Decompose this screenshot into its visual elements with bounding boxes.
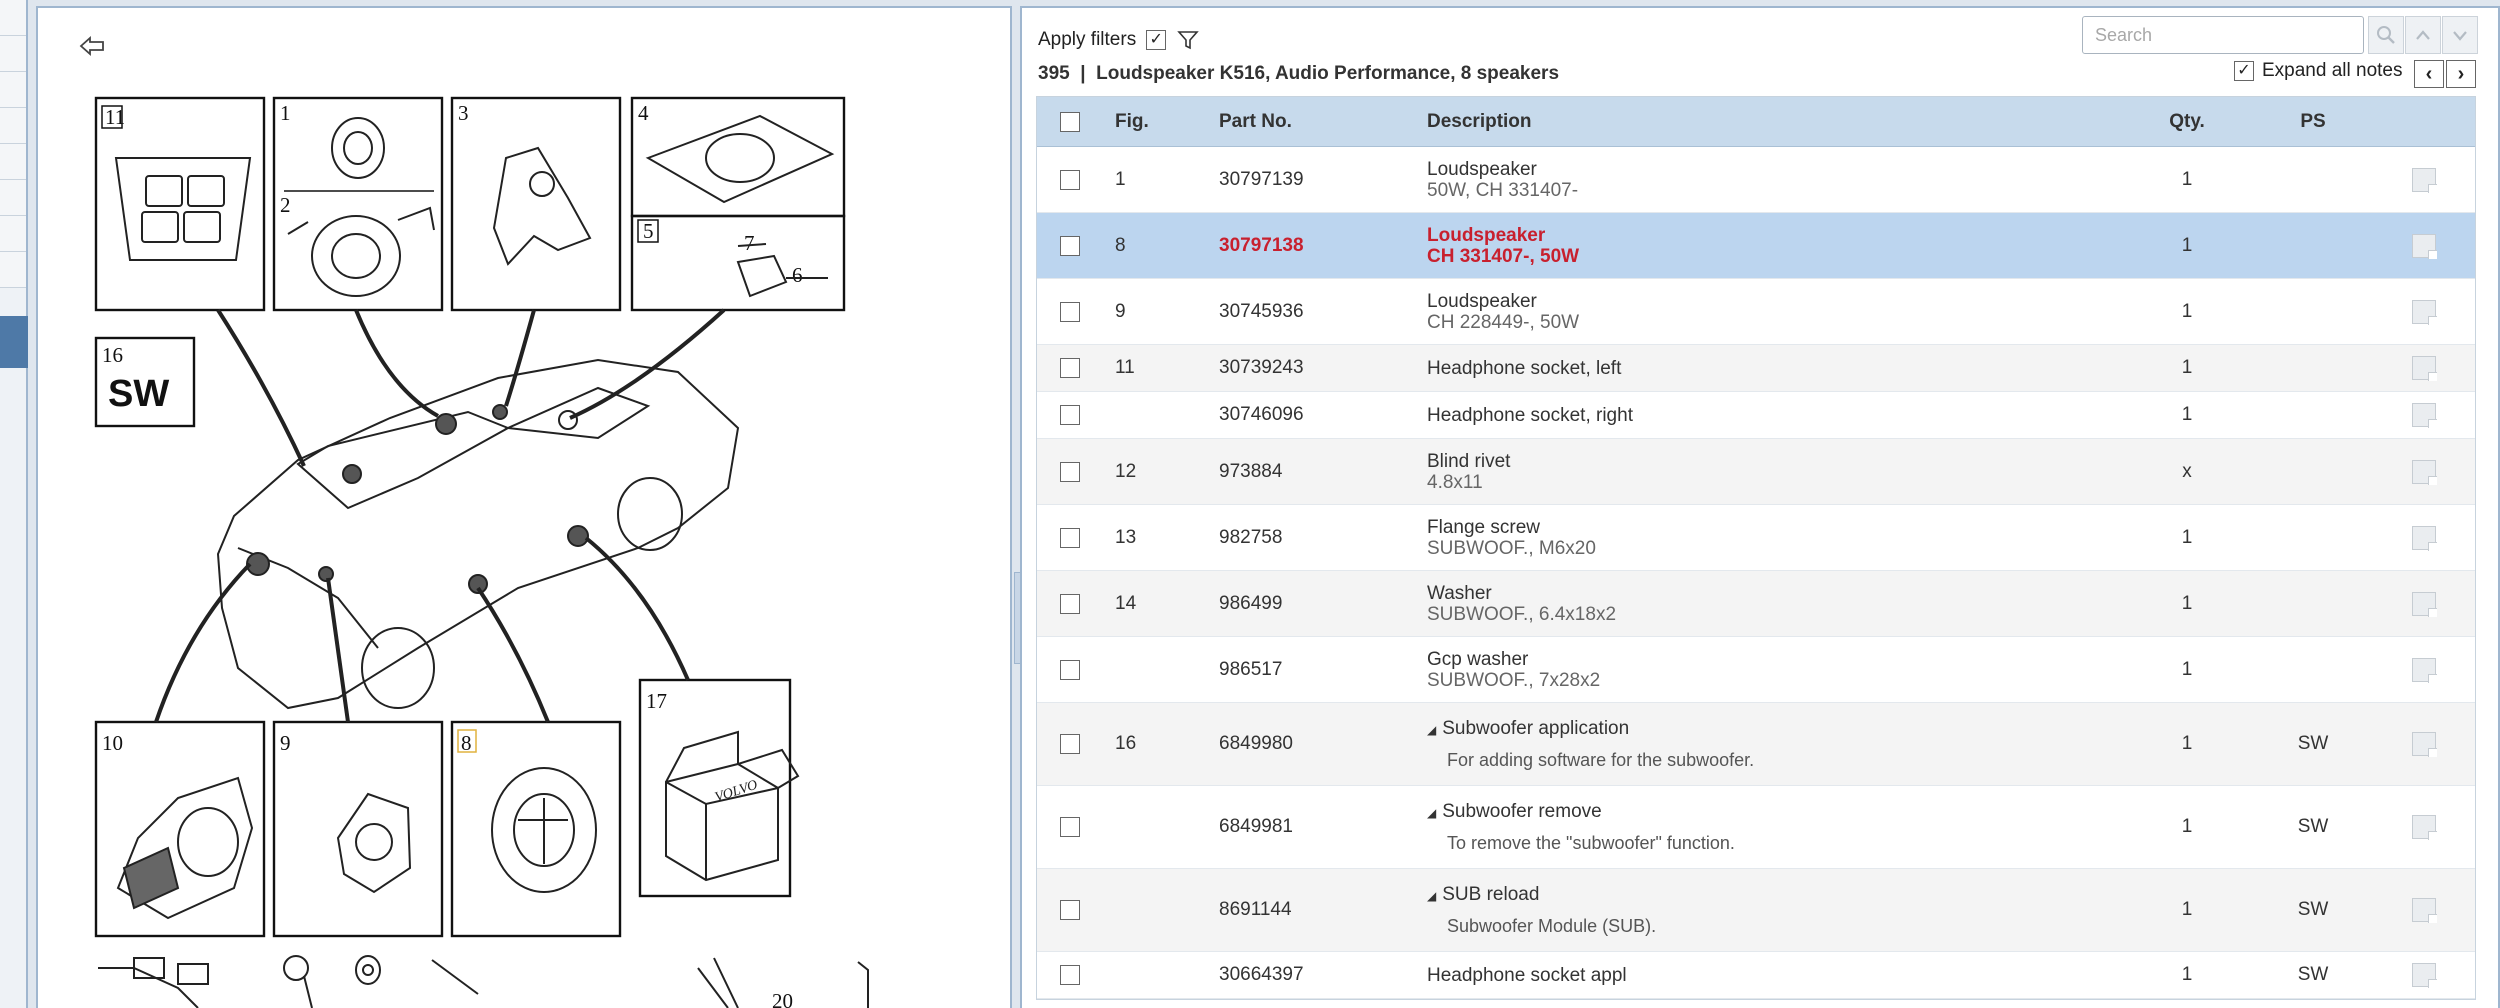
row-checkbox[interactable]: [1060, 405, 1080, 425]
headphone-panel-drawing: [116, 158, 250, 260]
row-description-detail: CH 228449-, 50W: [1427, 311, 1580, 333]
sidebar-row[interactable]: [0, 180, 26, 216]
table-row-selected[interactable]: [1037, 213, 2475, 279]
row-part-no: 30664397: [1219, 964, 1304, 985]
row-part-no: 973884: [1219, 460, 1283, 482]
row-description: Loudspeaker: [1427, 158, 1537, 180]
row-description: Headphone socket appl: [1427, 964, 1627, 986]
row-qty: 1: [2181, 899, 2193, 920]
box-17-drawing: [666, 764, 778, 880]
column-description[interactable]: Description: [1427, 110, 1532, 132]
illustration-panel: [36, 6, 1012, 1008]
sidebar-row[interactable]: [0, 252, 26, 288]
note-icon[interactable]: [2412, 898, 2436, 922]
note-icon[interactable]: [2412, 526, 2436, 550]
sidebar-row[interactable]: [0, 72, 26, 108]
exploded-diagram[interactable]: [38, 8, 1012, 1008]
table-header: [1037, 97, 2475, 147]
row-description: Flange screw: [1427, 516, 1540, 538]
expand-triangle-icon[interactable]: ◢: [1427, 805, 1437, 820]
row-description: Headphone socket, right: [1427, 404, 1633, 426]
table-row[interactable]: [1037, 786, 2475, 869]
arrow-up-icon: [2414, 28, 2432, 42]
row-ps: SW: [2297, 733, 2329, 754]
row-description-detail: 50W, CH 331407-: [1427, 179, 1579, 201]
row-note: For adding software for the subwoofer.: [1447, 749, 1755, 770]
box-brand-label: VOLVO: [713, 777, 760, 806]
parts-panel: [1020, 6, 2500, 1008]
note-icon[interactable]: [2412, 732, 2436, 756]
table-row[interactable]: [1037, 505, 2475, 571]
note-icon[interactable]: [2412, 460, 2436, 484]
row-checkbox[interactable]: [1060, 462, 1080, 482]
row-description: Subwoofer remove: [1442, 800, 1602, 822]
expand-triangle-icon[interactable]: ◢: [1427, 888, 1437, 903]
row-checkbox[interactable]: [1060, 817, 1080, 837]
row-description-detail: CH 331407-, 50W: [1427, 245, 1580, 267]
callout-sw: SW: [108, 373, 170, 415]
row-description-detail: SUBWOOF., M6x20: [1427, 537, 1596, 559]
car-body-drawing: [218, 360, 738, 708]
next-note-button[interactable]: ›: [2446, 60, 2476, 88]
group-heading: 395 | Loudspeaker K516, Audio Performance, 8 speakers: [1038, 63, 1560, 84]
row-qty: 1: [2181, 733, 2193, 754]
tweeter-drawing: [332, 118, 384, 178]
row-description: Gcp washer: [1427, 648, 1529, 670]
callout-16: 16: [102, 343, 123, 367]
row-checkbox[interactable]: [1060, 965, 1080, 985]
row-description: SUB reload: [1442, 883, 1540, 905]
sidebar-active-item[interactable]: [0, 316, 28, 368]
bracket-3-drawing: [494, 148, 590, 264]
row-checkbox[interactable]: [1060, 358, 1080, 378]
filter-icon[interactable]: [1176, 28, 1200, 52]
row-part-no: 30746096: [1219, 404, 1304, 425]
row-description: Washer: [1427, 582, 1492, 604]
sidebar-row[interactable]: [0, 36, 26, 72]
row-qty: 1: [2181, 964, 2193, 985]
row-part-no: 8691144: [1219, 899, 1292, 920]
prev-note-button[interactable]: ‹: [2414, 60, 2444, 88]
row-qty: 1: [2181, 592, 2193, 614]
sidebar-row[interactable]: [0, 216, 26, 252]
row-description: Loudspeaker: [1427, 290, 1537, 312]
callout-box-8[interactable]: [452, 722, 620, 936]
note-icon[interactable]: [2412, 403, 2436, 427]
row-fig: 8: [1115, 234, 1126, 256]
row-checkbox[interactable]: [1060, 236, 1080, 256]
callout-10: 10: [102, 731, 123, 755]
row-checkbox[interactable]: [1060, 170, 1080, 190]
row-checkbox[interactable]: [1060, 900, 1080, 920]
row-description-detail: SUBWOOF., 6.4x18x2: [1427, 603, 1617, 625]
note-icon[interactable]: [2412, 168, 2436, 192]
row-fig: 9: [1115, 300, 1126, 322]
row-description-detail: 4.8x11: [1427, 471, 1483, 493]
row-description: Subwoofer application: [1442, 717, 1630, 739]
speaker-2-drawing: [312, 216, 400, 296]
row-description: Loudspeaker: [1427, 224, 1546, 246]
callout-box-9[interactable]: [274, 722, 442, 936]
arrow-down-icon: [2451, 28, 2469, 42]
row-checkbox[interactable]: [1060, 302, 1080, 322]
row-ps: SW: [2297, 964, 2329, 985]
callout-20: 20: [772, 989, 793, 1008]
apply-filters-label: Apply filters: [1038, 29, 1137, 50]
row-part-no: 30739243: [1219, 357, 1304, 378]
row-description: Headphone socket, left: [1427, 357, 1622, 379]
column-qty[interactable]: Qty.: [2169, 110, 2205, 132]
table-row[interactable]: [1037, 637, 2475, 703]
column-fig[interactable]: Fig.: [1115, 110, 1149, 132]
callout-17: 17: [646, 689, 667, 713]
row-fig: 1: [1115, 168, 1126, 190]
callout-8: 8: [461, 731, 472, 755]
row-part-no: 986499: [1219, 592, 1283, 614]
expand-notes-checkbox[interactable]: ✓: [2234, 61, 2254, 81]
row-fig: 16: [1115, 733, 1137, 754]
callout-box-3[interactable]: [452, 98, 620, 310]
callout-box-4[interactable]: [632, 98, 844, 216]
row-note: To remove the "subwoofer" function.: [1447, 832, 1735, 853]
search-next-button[interactable]: [2442, 16, 2478, 54]
table-row[interactable]: [1037, 571, 2475, 637]
row-description: Blind rivet: [1427, 450, 1511, 472]
left-sidebar: [0, 0, 28, 1008]
row-fig: 13: [1115, 526, 1137, 548]
note-navigation: [2414, 60, 2476, 88]
sidebar-row[interactable]: [0, 108, 26, 144]
row-qty: 1: [2181, 404, 2193, 425]
row-qty: 1: [2181, 526, 2193, 548]
callout-11: 11: [105, 105, 126, 129]
note-icon[interactable]: [2412, 658, 2436, 682]
callout-5: 5: [643, 219, 654, 243]
row-qty: 1: [2181, 357, 2193, 378]
row-checkbox[interactable]: [1060, 528, 1080, 548]
table-row[interactable]: [1037, 439, 2475, 505]
row-ps: SW: [2297, 816, 2329, 837]
speaker-9-drawing: [338, 794, 410, 892]
filter-bar: [1038, 22, 1200, 58]
callout-9: 9: [280, 731, 291, 755]
expand-triangle-icon[interactable]: ◢: [1427, 722, 1437, 737]
table-row[interactable]: [1037, 279, 2475, 345]
callout-box-11[interactable]: [96, 98, 264, 310]
note-icon[interactable]: [2412, 815, 2436, 839]
row-qty: 1: [2181, 168, 2193, 190]
callout-7: 7: [744, 231, 755, 255]
row-part-no: 6849980: [1219, 733, 1293, 754]
table-row[interactable]: [1037, 869, 2475, 952]
parts-table: [1036, 96, 2476, 1000]
search-icon: [2375, 24, 2397, 46]
callout-6: 6: [792, 263, 803, 287]
socket-5-drawing: [738, 256, 786, 296]
note-icon[interactable]: [2412, 300, 2436, 324]
callout-3: 3: [458, 101, 469, 125]
table-row[interactable]: [1037, 345, 2475, 392]
row-part-no: 30797138: [1219, 234, 1304, 256]
search-button[interactable]: [2368, 16, 2404, 54]
row-fig: 12: [1115, 460, 1137, 482]
table-row[interactable]: [1037, 392, 2475, 439]
note-icon[interactable]: [2412, 592, 2436, 616]
row-qty: 1: [2181, 816, 2193, 837]
callout-4: 4: [638, 101, 649, 125]
expand-notes-toggle[interactable]: [2234, 60, 2403, 82]
row-checkbox[interactable]: [1060, 660, 1080, 680]
search-prev-button[interactable]: [2405, 16, 2441, 54]
row-ps: SW: [2297, 899, 2329, 920]
row-fig: 14: [1115, 592, 1137, 614]
table-row[interactable]: [1037, 703, 2475, 786]
sidebar-row[interactable]: [0, 144, 26, 180]
table-row[interactable]: [1037, 952, 2475, 999]
row-checkbox[interactable]: [1060, 734, 1080, 754]
row-note: Subwoofer Module (SUB).: [1447, 915, 1657, 936]
column-part-no[interactable]: Part No.: [1219, 110, 1292, 132]
back-icon: [77, 33, 107, 59]
row-part-no: 6849981: [1219, 816, 1293, 837]
sidebar-row[interactable]: [0, 0, 26, 36]
row-qty: 1: [2181, 658, 2193, 680]
row-qty: x: [2182, 460, 2192, 482]
note-icon[interactable]: [2412, 963, 2436, 987]
row-part-no: 982758: [1219, 526, 1283, 548]
row-qty: 1: [2181, 300, 2193, 322]
row-part-no: 30797139: [1219, 168, 1304, 190]
table-row[interactable]: [1037, 147, 2475, 213]
row-description-detail: SUBWOOF., 7x28x2: [1427, 669, 1601, 691]
callout-1: 1: [280, 101, 291, 125]
select-all-checkbox[interactable]: [1060, 112, 1080, 132]
expand-notes-label: Expand all notes: [2262, 60, 2403, 81]
apply-filters-checkbox[interactable]: ✓: [1146, 30, 1166, 50]
row-checkbox[interactable]: [1060, 594, 1080, 614]
search-input[interactable]: [2082, 16, 2364, 54]
row-part-no: 986517: [1219, 658, 1283, 680]
row-part-no: 30745936: [1219, 300, 1304, 322]
note-icon[interactable]: [2412, 356, 2436, 380]
note-icon[interactable]: [2412, 234, 2436, 258]
row-qty: 1: [2181, 234, 2193, 256]
back-button[interactable]: [72, 28, 112, 64]
column-ps[interactable]: PS: [2300, 110, 2326, 132]
row-fig: 11: [1115, 357, 1135, 378]
callout-2: 2: [280, 193, 291, 217]
grill-4-drawing: [648, 116, 832, 202]
